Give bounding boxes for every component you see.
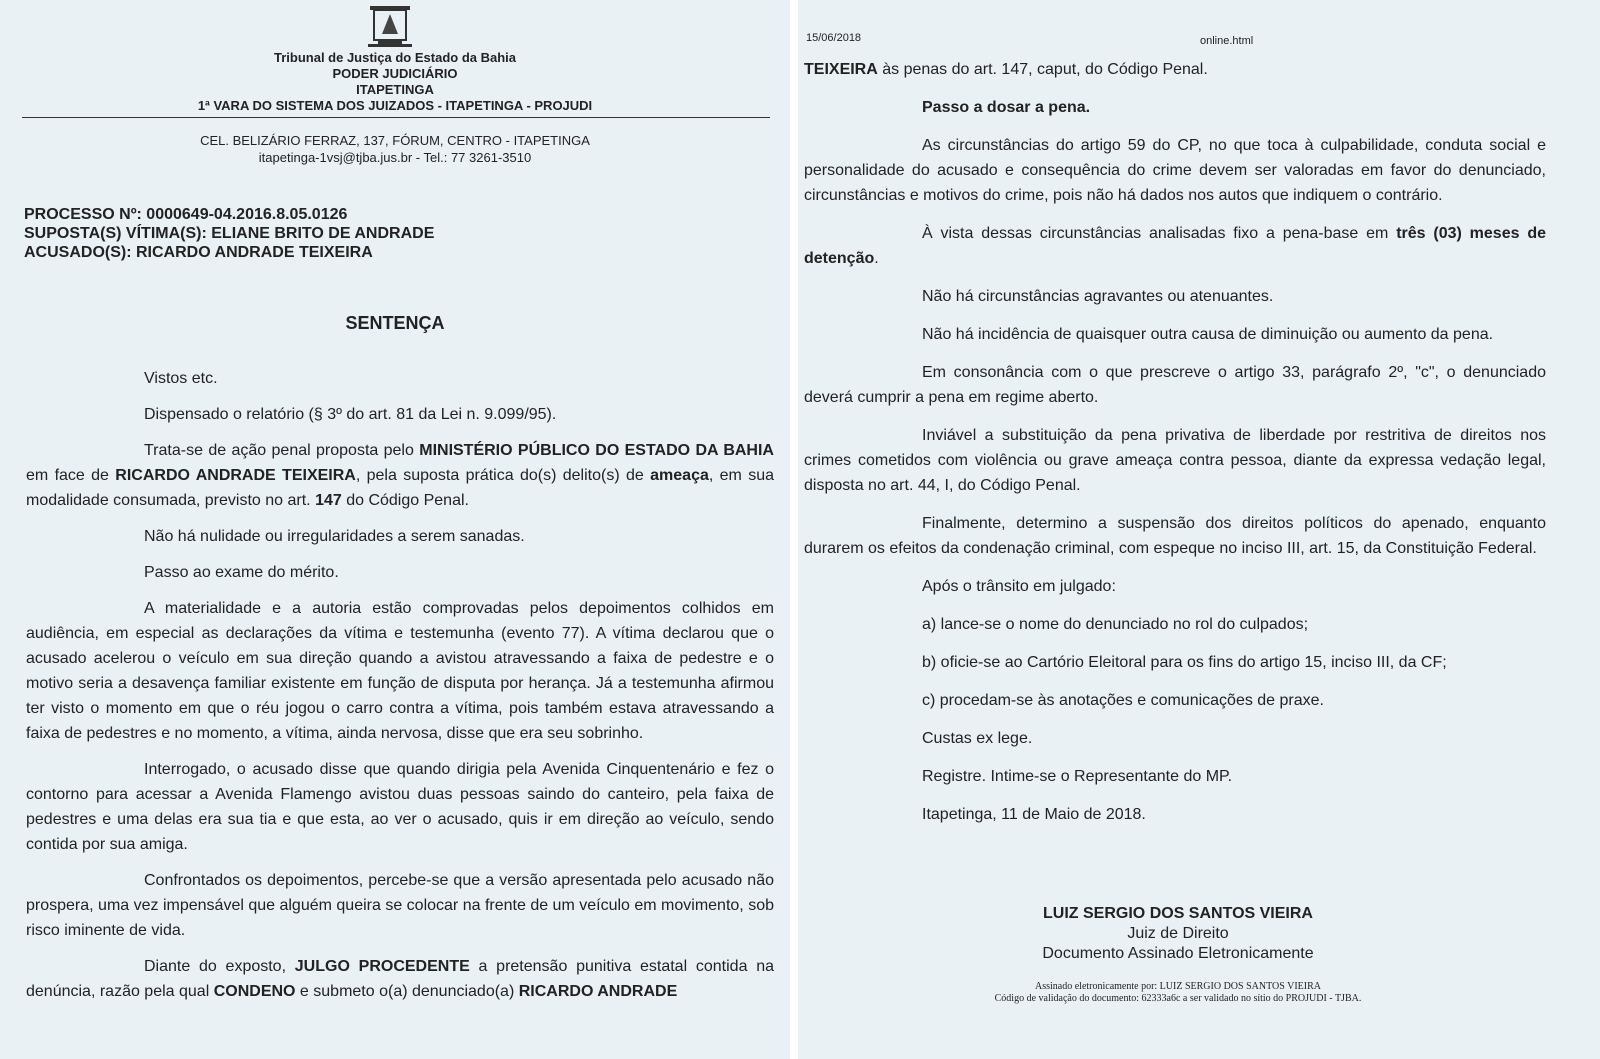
paragraph: Diante do exposto, JULGO PROCEDENTE a pretensão punitiva estatal contida na denúncia, razão pela qual CONDENO e submeto o(a) denunciado(a) RICARDO ANDRADE [26, 958, 775, 1000]
paragraph: Finalmente, determino a suspensão dos direitos políticos do apenado, enquanto durarem os efeitos da condenação criminal, com espeque no inciso III, art. 15, da Constituição Federal. [804, 515, 1546, 557]
court-header [150, 50, 640, 114]
header-divider [22, 117, 770, 118]
paragraph: Itapetinga, 11 de Maio de 2018. [922, 806, 1146, 823]
paragraph: À vista dessas circunstâncias analisadas fixo a pena-base em três (03) meses de detenção. [804, 225, 1546, 267]
court-city: ITAPETINGA [356, 82, 434, 97]
paragraph: c) procedam-se às anotações e comunicações de praxe. [922, 692, 1324, 709]
document-title: SENTENÇA [345, 313, 445, 333]
right-body [804, 57, 1546, 840]
court-address-block [150, 132, 640, 166]
judge-doc-note: Documento Assinado Eletronicamente [1042, 945, 1314, 962]
paragraph: Após o trânsito em julgado: [922, 578, 1116, 595]
paragraph: Interrogado, o acusado disse que quando dirigia pela Avenida Cinquentenário e fez o contorno para acessar a Avenida Flamengo avistou duas pessoas saindo do canteiro, pela faixa de pedestres e uma delas era sua tia e que esta, ao ver o acusado, quis ir em direção ao veículo, sendo contida por sua amiga. [26, 761, 774, 853]
case-info [24, 205, 434, 262]
electronic-signature-note [918, 981, 1438, 1005]
paragraph: Passo a dosar a pena. [922, 99, 1091, 116]
judge-name: LUIZ SERGIO DOS SANTOS VIEIRA [1043, 905, 1313, 922]
accused-name: ACUSADO(S): RICARDO ANDRADE TEIXEIRA [24, 244, 373, 261]
esign-line: Assinado eletronicamente por: LUIZ SERGIO DOS SANTOS VIEIRA [1035, 981, 1321, 992]
court-name: Tribunal de Justiça do Estado da Bahia [274, 50, 516, 65]
paragraph: Vistos etc. [144, 370, 218, 387]
esign-line: Código de validação do documento: 62333a6c a ser validado no sítio do PROJUDI - TJBA. [994, 993, 1362, 1004]
court-contact: itapetinga-1vsj@tjba.jus.br - Tel.: 77 3261-3510 [258, 150, 532, 165]
court-crest-icon [362, 4, 418, 48]
judge-signature-block [1028, 904, 1328, 964]
judge-role: Juiz de Direito [1127, 925, 1229, 942]
paragraph: Não há nulidade ou irregularidades a serem sanadas. [144, 528, 525, 545]
paragraph: Em consonância com o que prescreve o artigo 33, parágrafo 2º, "c", o denunciado deverá cumprir a pena em regime aberto. [804, 364, 1546, 406]
victim-name: SUPOSTA(S) VÍTIMA(S): ELIANE BRITO DE ANDRADE [24, 225, 435, 242]
paragraph: b) oficie-se ao Cartório Eleitoral para os fins do artigo 15, inciso III, da CF; [922, 654, 1447, 671]
court-vara: 1ª VARA DO SISTEMA DOS JUIZADOS - ITAPETINGA - PROJUDI [197, 98, 593, 113]
paragraph: a) lance-se o nome do denunciado no rol do culpados; [922, 616, 1309, 633]
paragraph: A materialidade e a autoria estão comprovadas pelos depoimentos colhidos em audiência, em especial as declarações da vítima e testemunha (evento 77). A vítima declarou que o acusado acelerou o veículo em sua direção quando a avistou atravessando a faixa de pedestre e o motivo seria a desavença familiar existente em função de disputa por herança. Já a testemunha afirmou ter visto o momento em que o réu jogou o carro contra a vítima, pois também estava atravessando a faixa de pedestres e no momento, a vítima, ainda nervosa, disse que era seu sobrinho. [26, 600, 774, 742]
paragraph: As circunstâncias do artigo 59 do CP, no que toca à culpabilidade, conduta social e personalidade do acusado e consequência do crime devem ser valoradas em favor do denunciado, circunstâncias e motivos do crime, pois não há dados nos autos que indiquem o contrário. [804, 137, 1546, 204]
print-date: 15/06/2018 [806, 32, 862, 44]
paragraph: Dispensado o relatório (§ 3º do art. 81 da Lei n. 9.099/95). [144, 406, 557, 423]
paragraph: Trata-se de ação penal proposta pelo MINISTÉRIO PÚBLICO DO ESTADO DA BAHIA em face de RICARDO ANDRADE TEIXEIRA, pela suposta prática do(s) delito(s) de ameaça, em sua modalidade consumada, previsto no art. 147 do Código Penal. [26, 442, 775, 509]
paragraph: Confrontados os depoimentos, percebe-se que a versão apresentada pelo acusado não prospera, uma vez impensável que alguém queira se colocar na frente de um veículo em movimento, sob risco iminente de vida. [26, 872, 774, 939]
paragraph: Inviável a substituição da pena privativa de liberdade por restritiva de direitos nos crimes cometidos com violência ou grave ameaça contra pessoa, diante da expressa vedação legal, disposta no art. 44, I, do Código Penal. [804, 427, 1546, 494]
paragraph: Não há circunstâncias agravantes ou atenuantes. [922, 288, 1274, 305]
print-filename: online.html [1200, 35, 1254, 47]
process-number: PROCESSO Nº: 0000649-04.2016.8.05.0126 [24, 206, 348, 223]
paragraph: Registre. Intime-se o Representante do MP. [922, 768, 1233, 785]
paragraph: Passo ao exame do mérito. [144, 564, 339, 581]
court-address: CEL. BELIZÁRIO FERRAZ, 137, FÓRUM, CENTRO - ITAPETINGA [200, 133, 590, 148]
paragraph: TEIXEIRA às penas do art. 147, caput, do Código Penal. [804, 61, 1208, 78]
paragraph: Não há incidência de quaisquer outra causa de diminuição ou aumento da pena. [922, 326, 1494, 343]
paragraph: Custas ex lege. [922, 730, 1033, 747]
right-page [798, 0, 1600, 1059]
left-page [0, 0, 790, 1059]
court-branch: PODER JUDICIÁRIO [332, 66, 458, 81]
left-body [26, 366, 774, 1015]
